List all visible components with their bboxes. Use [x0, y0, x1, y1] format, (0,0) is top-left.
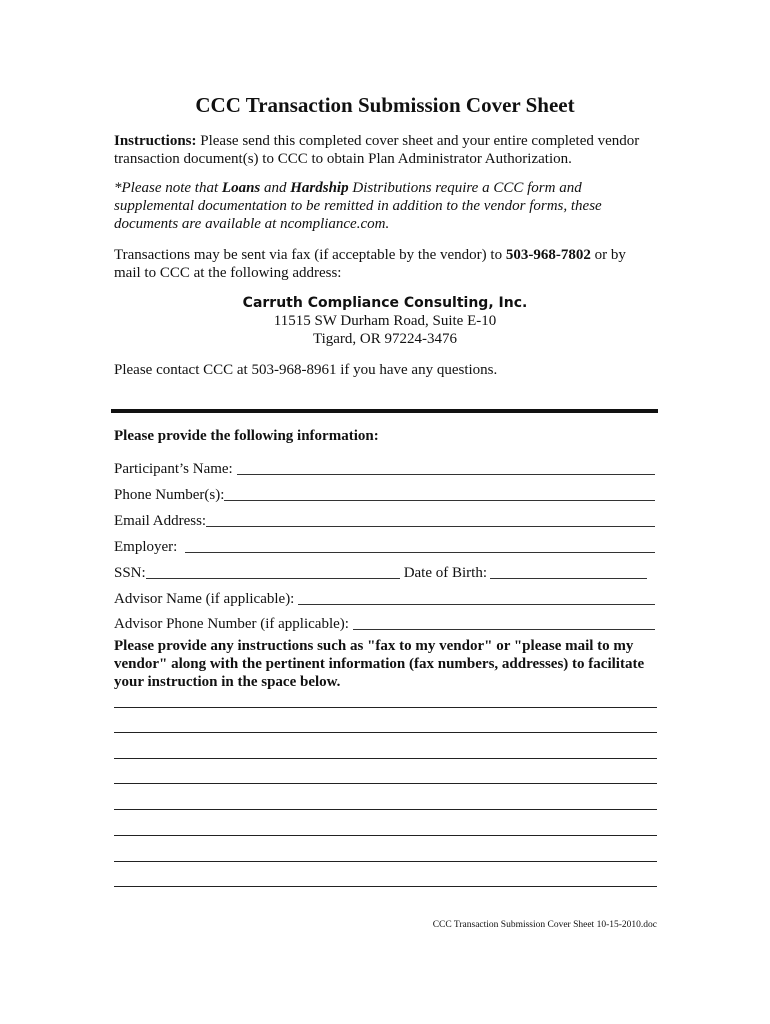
phone-numbers-label: Phone Number(s): — [114, 487, 225, 503]
email-label: Email Address: — [114, 513, 207, 529]
note-hardship: Hardship — [290, 180, 349, 196]
phone-numbers-line[interactable] — [224, 499, 655, 501]
instructions-text: Please send this completed cover sheet and your entire completed vendor transaction document(s) to CCC to obtain Plan Administrator Authorization. — [114, 133, 640, 167]
dob-label: Date of Birth: — [403, 565, 488, 581]
employer-label: Employer: — [114, 539, 178, 555]
advisor-phone-label: Advisor Phone Number (if applicable): — [114, 616, 349, 632]
address-city: Tigard, OR 97224-3476 — [312, 331, 458, 347]
section-heading: Please provide the following information: — [114, 428, 379, 444]
advisor-name-label: Advisor Name (if applicable): — [114, 591, 295, 607]
email-line[interactable] — [206, 525, 655, 527]
fax-text-1: Transactions may be sent via fax (if acceptable by the vendor) to — [114, 247, 506, 263]
note-text-2: and — [260, 180, 291, 196]
ssn-line[interactable] — [146, 577, 400, 579]
writing-line[interactable] — [114, 861, 657, 862]
note-text-3: Distributions require a CCC form and supplemental documentation to be remitted in addition to the vendor forms, these documents are available at ncompliance.com. — [114, 180, 602, 232]
employer-line[interactable] — [185, 551, 655, 553]
writing-line[interactable] — [114, 809, 657, 810]
section-divider — [111, 409, 658, 413]
dob-line[interactable] — [490, 577, 647, 579]
writing-line[interactable] — [114, 835, 657, 836]
advisor-phone-field[interactable] — [114, 613, 655, 633]
fax-number: 503-968-7802 — [505, 247, 591, 263]
fax-text-2: or by mail to CCC at the following address: — [114, 247, 626, 281]
mailing-address — [0, 294, 770, 348]
writing-line[interactable] — [114, 758, 657, 759]
participant-name-field[interactable] — [114, 458, 655, 478]
instructions-paragraph — [114, 132, 654, 168]
writing-line[interactable] — [114, 783, 657, 784]
ssn-label: SSN: — [114, 565, 146, 581]
note-loans: Loans — [221, 180, 261, 196]
instructions-label: Instructions: — [114, 133, 197, 149]
advisor-name-field[interactable] — [114, 588, 655, 608]
address-street: 11515 SW Durham Road, Suite E-10 — [273, 313, 497, 329]
page-title: CCC Transaction Submission Cover Sheet — [195, 93, 575, 117]
participant-name-line[interactable] — [237, 473, 655, 475]
advisor-phone-line[interactable] — [353, 628, 655, 630]
fax-paragraph — [114, 246, 654, 282]
writing-line[interactable] — [114, 732, 657, 733]
employer-field[interactable] — [114, 536, 655, 556]
advisor-name-line[interactable] — [298, 603, 655, 605]
ssn-dob-field[interactable] — [114, 562, 655, 582]
email-field[interactable] — [114, 510, 655, 530]
note-paragraph — [114, 179, 654, 233]
footer-filename: CCC Transaction Submission Cover Sheet 10-15-2010.doc — [432, 920, 657, 930]
participant-name-label: Participant’s Name: — [114, 461, 233, 477]
provide-instructions-paragraph: Please provide any instructions such as "fax to my vendor" or "please mail to my vendor" along with the pertinent information (fax numbers, addresses) to facilitate your instruction in the space below. — [114, 638, 645, 690]
company-name: Carruth Compliance Consulting, Inc. — [242, 295, 528, 311]
note-text-1: *Please note that — [114, 180, 222, 196]
writing-line[interactable] — [114, 886, 657, 887]
contact-paragraph: Please contact CCC at 503-968-8961 if you have any questions. — [114, 362, 498, 378]
writing-line[interactable] — [114, 707, 657, 708]
phone-numbers-field[interactable] — [114, 484, 655, 504]
